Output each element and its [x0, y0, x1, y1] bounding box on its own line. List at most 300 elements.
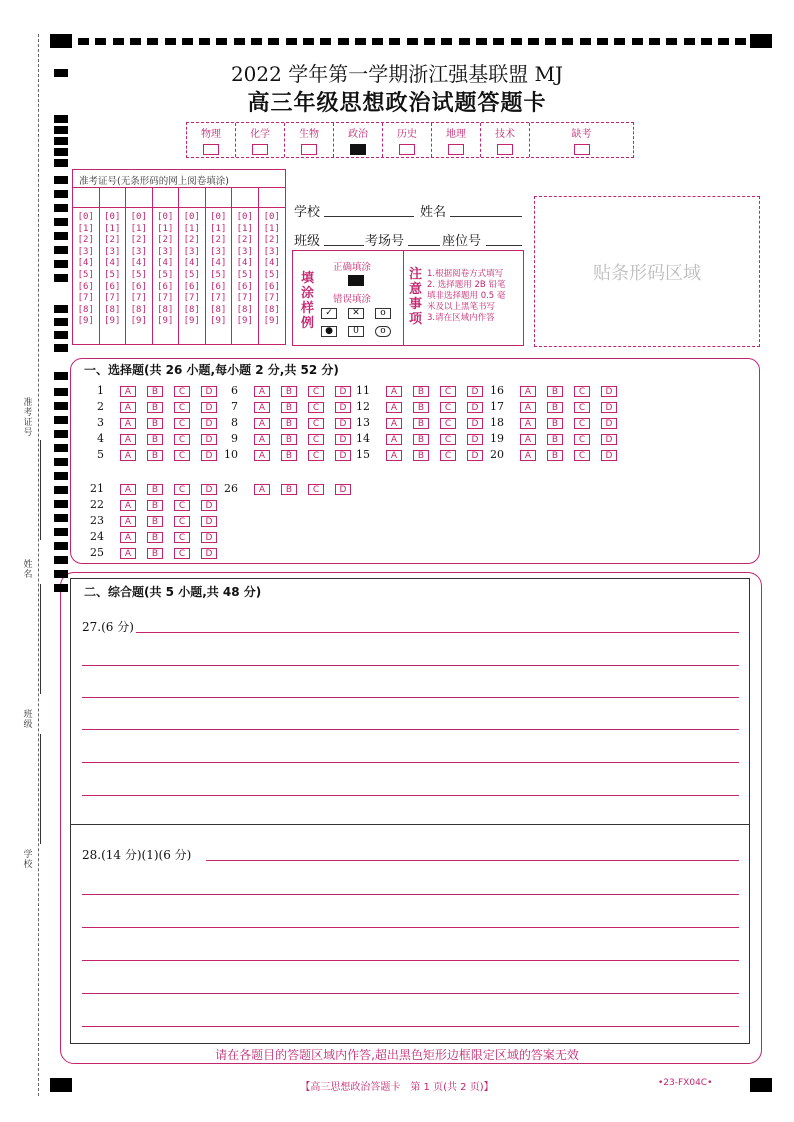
option-bubble-a[interactable]: A [254, 386, 270, 397]
answer-line[interactable] [82, 960, 739, 961]
question-number: 16 [490, 384, 504, 397]
timing-dash [130, 38, 141, 45]
subject-label: 政治 [348, 129, 368, 140]
option-bubble-b[interactable]: B [281, 434, 297, 445]
exam-id-digit-bubble[interactable]: [8] [130, 304, 147, 315]
exam-id-grid [72, 169, 286, 345]
option-bubble-a[interactable]: A [386, 402, 402, 413]
exam-id-digits [73, 208, 99, 328]
option-bubble-b[interactable]: B [147, 450, 163, 461]
option-bubble-c[interactable]: C [174, 516, 190, 527]
option-bubble-b[interactable]: B [147, 418, 163, 429]
timing-mark [54, 137, 68, 145]
question-number: 22 [90, 498, 104, 511]
room-field[interactable] [408, 245, 440, 246]
exam-id-digit-bubble[interactable]: [6] [104, 281, 121, 292]
exam-id-digit-bubble[interactable]: [9] [183, 316, 200, 327]
subject-option[interactable] [432, 123, 481, 157]
question-number: 23 [90, 514, 104, 527]
exam-id-write-cell[interactable] [100, 188, 126, 208]
exam-id-write-cell[interactable] [206, 188, 232, 208]
notice-char: 注 [409, 267, 423, 282]
timing-dash [528, 38, 539, 45]
exam-id-column [179, 188, 206, 344]
option-bubble-c[interactable]: C [174, 500, 190, 511]
timing-mark [54, 486, 68, 494]
exam-id-digits [100, 208, 126, 328]
comprehensive-section-title: 二、综合题(共 5 小题,共 48 分) [84, 585, 262, 599]
option-bubble-a[interactable]: A [386, 450, 402, 461]
option-bubble-d[interactable]: D [601, 450, 617, 461]
exam-id-digit-bubble[interactable]: [3] [77, 246, 94, 257]
exam-id-digit-bubble[interactable]: [3] [236, 246, 253, 257]
option-bubble-c[interactable]: C [174, 532, 190, 543]
subject-fill-box[interactable] [350, 144, 366, 155]
exam-id-digit-bubble[interactable]: [1] [130, 223, 147, 234]
exam-id-digit-bubble[interactable]: [5] [77, 269, 94, 280]
option-bubble-d[interactable]: D [201, 386, 217, 397]
option-bubble-d[interactable]: D [201, 418, 217, 429]
option-bubble-a[interactable]: A [120, 532, 136, 543]
option-bubble-b[interactable]: B [147, 402, 163, 413]
option-bubble-b[interactable]: B [147, 548, 163, 559]
question-number: 19 [490, 432, 504, 445]
option-bubble-c[interactable]: C [440, 402, 456, 413]
exam-id-digit-bubble[interactable]: [1] [77, 223, 94, 234]
question-number: 26 [224, 482, 238, 495]
option-bubble-c[interactable]: C [308, 418, 324, 429]
margin-label-name: 姓名 [23, 560, 33, 580]
subject-option[interactable] [285, 123, 334, 157]
timing-dash [165, 38, 176, 45]
exam-id-write-cell[interactable] [126, 188, 152, 208]
exam-id-digit-bubble[interactable]: [1] [104, 223, 121, 234]
exam-id-digit-bubble[interactable]: [8] [263, 304, 280, 315]
question-number: 2 [97, 400, 104, 413]
option-bubble-a[interactable]: A [254, 434, 270, 445]
option-bubble-c[interactable]: C [174, 450, 190, 461]
exam-id-digit-bubble[interactable]: [1] [236, 223, 253, 234]
exam-id-digit-bubble[interactable]: [5] [157, 269, 174, 280]
subject-label: 技术 [495, 129, 515, 140]
option-bubble-a[interactable]: A [120, 434, 136, 445]
subject-fill-box[interactable] [497, 144, 513, 155]
exam-id-digit-bubble[interactable]: [0] [157, 212, 174, 222]
option-bubble-a[interactable]: A [520, 402, 536, 413]
option-bubble-d[interactable]: D [201, 532, 217, 543]
option-bubble-a[interactable]: A [520, 450, 536, 461]
answer-line[interactable] [82, 795, 739, 796]
exam-id-digit-bubble[interactable]: [2] [183, 235, 200, 246]
option-bubble-b[interactable]: B [147, 532, 163, 543]
option-bubble-d[interactable]: D [201, 450, 217, 461]
option-bubble-b[interactable]: B [547, 418, 563, 429]
option-bubble-c[interactable]: C [308, 484, 324, 495]
answer-line[interactable] [82, 729, 739, 730]
exam-id-digit-bubble[interactable]: [0] [263, 212, 280, 222]
option-bubble-c[interactable]: C [308, 434, 324, 445]
exam-id-digit-bubble[interactable]: [1] [183, 223, 200, 234]
exam-id-digit-bubble[interactable]: [8] [157, 304, 174, 315]
exam-id-digit-bubble[interactable]: [8] [183, 304, 200, 315]
wrong-fill-circle: o [375, 308, 391, 319]
option-bubble-c[interactable]: C [574, 386, 590, 397]
exam-id-digit-bubble[interactable]: [2] [236, 235, 253, 246]
option-bubble-b[interactable]: B [547, 402, 563, 413]
option-bubble-a[interactable]: A [254, 484, 270, 495]
exam-id-digit-bubble[interactable]: [8] [236, 304, 253, 315]
fill-sample-title [301, 271, 315, 331]
subject-fill-box[interactable] [399, 144, 415, 155]
subject-option[interactable] [530, 123, 633, 157]
option-bubble-a[interactable]: A [120, 402, 136, 413]
question-number: 13 [356, 416, 370, 429]
fill-sample-divider [403, 251, 404, 345]
question-number: 5 [97, 448, 104, 461]
exam-id-column [232, 188, 259, 344]
timing-mark [54, 260, 68, 268]
margin-fold-line [38, 34, 39, 1096]
question-number: 14 [356, 432, 370, 445]
exam-id-write-cell[interactable] [179, 188, 205, 208]
option-bubble-c[interactable]: C [308, 450, 324, 461]
option-bubble-d[interactable]: D [201, 484, 217, 495]
exam-id-digit-bubble[interactable]: [4] [77, 258, 94, 269]
option-bubble-b[interactable]: B [413, 450, 429, 461]
exam-id-digit-bubble[interactable]: [0] [183, 212, 200, 222]
option-bubble-d[interactable]: D [601, 402, 617, 413]
option-bubble-b[interactable]: B [281, 484, 297, 495]
exam-id-digit-bubble[interactable]: [2] [210, 235, 227, 246]
exam-id-digit-bubble[interactable]: [3] [130, 246, 147, 257]
answer-line[interactable] [82, 1026, 739, 1027]
option-bubble-c[interactable]: C [574, 450, 590, 461]
timing-mark [54, 514, 68, 522]
question-number: 17 [490, 400, 504, 413]
wrong-fill-dot: ● [321, 326, 337, 337]
exam-id-digit-bubble[interactable]: [2] [104, 235, 121, 246]
answer-line[interactable] [82, 762, 739, 763]
option-bubble-d[interactable]: D [601, 418, 617, 429]
timing-dash [199, 38, 210, 45]
exam-id-digit-bubble[interactable]: [9] [104, 316, 121, 327]
option-bubble-a[interactable]: A [120, 500, 136, 511]
timing-dash [251, 38, 262, 45]
option-bubble-a[interactable]: A [254, 418, 270, 429]
answer-line[interactable] [82, 927, 739, 928]
option-bubble-d[interactable]: D [467, 386, 483, 397]
exam-id-digit-bubble[interactable]: [7] [183, 293, 200, 304]
subject-fill-box[interactable] [252, 144, 268, 155]
exam-id-digit-bubble[interactable]: [5] [104, 269, 121, 280]
exam-id-digit-bubble[interactable]: [5] [263, 269, 280, 280]
option-bubble-c[interactable]: C [440, 418, 456, 429]
option-bubble-b[interactable]: B [147, 386, 163, 397]
exam-id-digit-bubble[interactable]: [6] [210, 281, 227, 292]
exam-id-digit-bubble[interactable]: [6] [157, 281, 174, 292]
option-bubble-a[interactable]: A [520, 434, 536, 445]
option-bubble-b[interactable]: B [413, 418, 429, 429]
exam-id-digit-bubble[interactable]: [0] [77, 212, 94, 222]
answer-line[interactable] [206, 860, 739, 861]
exam-id-digit-bubble[interactable]: [7] [104, 293, 121, 304]
timing-mark [54, 126, 68, 134]
answer-line[interactable] [82, 665, 739, 666]
option-bubble-b[interactable]: B [547, 386, 563, 397]
timing-mark [54, 69, 68, 77]
exam-id-digit-bubble[interactable]: [9] [130, 316, 147, 327]
exam-id-digit-bubble[interactable]: [3] [263, 246, 280, 257]
exam-id-digit-bubble[interactable]: [3] [183, 246, 200, 257]
name-field[interactable] [450, 216, 522, 217]
option-bubble-c[interactable]: C [308, 402, 324, 413]
subject-fill-box[interactable] [203, 144, 219, 155]
exam-id-write-cell[interactable] [232, 188, 258, 208]
option-bubble-d[interactable]: D [601, 434, 617, 445]
exam-id-digit-bubble[interactable]: [1] [210, 223, 227, 234]
option-bubble-c[interactable]: C [574, 402, 590, 413]
exam-id-digit-bubble[interactable]: [7] [77, 293, 94, 304]
option-bubble-c[interactable]: C [574, 434, 590, 445]
timing-mark [54, 148, 68, 156]
option-bubble-b[interactable]: B [547, 434, 563, 445]
exam-id-digits [179, 208, 205, 328]
option-bubble-b[interactable]: B [413, 386, 429, 397]
notice-text [427, 269, 505, 324]
option-bubble-b[interactable]: B [147, 484, 163, 495]
option-bubble-a[interactable]: A [120, 548, 136, 559]
subject-option[interactable] [187, 123, 236, 157]
option-bubble-a[interactable]: A [120, 516, 136, 527]
exam-id-digit-bubble[interactable]: [9] [157, 316, 174, 327]
timing-mark [54, 388, 68, 396]
option-bubble-d[interactable]: D [467, 434, 483, 445]
answer-line[interactable] [136, 632, 739, 633]
bottom-warning: 请在各题目的答题区域内作答,超出黑色矩形边框限定区域的答案无效 [215, 1048, 579, 1062]
exam-id-digit-bubble[interactable]: [2] [130, 235, 147, 246]
question-number: 1 [97, 384, 104, 397]
option-bubble-b[interactable]: B [147, 500, 163, 511]
exam-id-digit-bubble[interactable]: [5] [130, 269, 147, 280]
timing-mark [54, 331, 68, 339]
question-number: 11 [356, 384, 370, 397]
question-number: 4 [97, 432, 104, 445]
option-bubble-c[interactable]: C [440, 386, 456, 397]
option-bubble-b[interactable]: B [281, 418, 297, 429]
answer-line[interactable] [82, 697, 739, 698]
subject-option[interactable] [236, 123, 285, 157]
timing-mark [750, 34, 772, 48]
exam-id-digit-bubble[interactable]: [0] [236, 212, 253, 222]
option-bubble-d[interactable]: D [467, 450, 483, 461]
option-bubble-d[interactable]: D [467, 402, 483, 413]
option-bubble-b[interactable]: B [281, 386, 297, 397]
wrong-fill-oval: o [375, 326, 391, 337]
exam-id-digit-bubble[interactable]: [9] [77, 316, 94, 327]
exam-id-digit-bubble[interactable]: [4] [210, 258, 227, 269]
option-bubble-b[interactable]: B [147, 434, 163, 445]
question-number: 12 [356, 400, 370, 413]
option-bubble-c[interactable]: C [440, 434, 456, 445]
option-bubble-a[interactable]: A [254, 450, 270, 461]
timing-dash [338, 38, 349, 45]
exam-id-digit-bubble[interactable]: [6] [263, 281, 280, 292]
timing-dash [389, 38, 400, 45]
timing-dash [216, 38, 227, 45]
subject-option[interactable] [383, 123, 432, 157]
subject-option[interactable] [481, 123, 530, 157]
exam-id-digit-bubble[interactable]: [4] [104, 258, 121, 269]
option-bubble-c[interactable]: C [440, 450, 456, 461]
option-bubble-a[interactable]: A [520, 418, 536, 429]
exam-title: 2022 学年第一学期浙江强基联盟 MJ [230, 62, 564, 86]
exam-id-write-cell[interactable] [153, 188, 179, 208]
exam-id-digit-bubble[interactable]: [8] [104, 304, 121, 315]
exam-id-digit-bubble[interactable]: [6] [130, 281, 147, 292]
exam-id-digit-bubble[interactable]: [3] [104, 246, 121, 257]
option-bubble-a[interactable]: A [386, 418, 402, 429]
option-bubble-d[interactable]: D [201, 402, 217, 413]
exam-id-column [206, 188, 233, 344]
timing-mark [54, 402, 68, 410]
exam-id-digit-bubble[interactable]: [5] [236, 269, 253, 280]
timing-mark [54, 500, 68, 508]
option-bubble-d[interactable]: D [335, 418, 351, 429]
option-bubble-d[interactable]: D [201, 516, 217, 527]
timing-mark [54, 430, 68, 438]
option-bubble-b[interactable]: B [413, 434, 429, 445]
fill-sample-char: 例 [301, 316, 315, 331]
question-number: 25 [90, 546, 104, 559]
exam-id-digit-bubble[interactable]: [8] [77, 304, 94, 315]
option-bubble-d[interactable]: D [201, 500, 217, 511]
subject-fill-box[interactable] [301, 144, 317, 155]
exam-id-digit-bubble[interactable]: [7] [263, 293, 280, 304]
option-bubble-b[interactable]: B [281, 402, 297, 413]
exam-id-digit-bubble[interactable]: [3] [157, 246, 174, 257]
seat-field[interactable] [486, 245, 522, 246]
exam-id-digit-bubble[interactable]: [2] [263, 235, 280, 246]
exam-id-digit-bubble[interactable]: [4] [157, 258, 174, 269]
option-bubble-c[interactable]: C [574, 418, 590, 429]
timing-mark [54, 472, 68, 480]
school-field[interactable] [324, 216, 414, 217]
exam-id-digit-bubble[interactable]: [1] [157, 223, 174, 234]
option-bubble-d[interactable]: D [467, 418, 483, 429]
exam-id-digit-bubble[interactable]: [5] [183, 269, 200, 280]
option-bubble-a[interactable]: A [386, 386, 402, 397]
exam-id-digit-bubble[interactable]: [4] [183, 258, 200, 269]
option-bubble-d[interactable]: D [601, 386, 617, 397]
exam-id-digit-bubble[interactable]: [6] [236, 281, 253, 292]
option-bubble-c[interactable]: C [174, 386, 190, 397]
answer-line[interactable] [82, 894, 739, 895]
timing-mark [54, 458, 68, 466]
option-bubble-a[interactable]: A [520, 386, 536, 397]
exam-id-digit-bubble[interactable]: [9] [263, 316, 280, 327]
exam-id-digit-bubble[interactable]: [2] [77, 235, 94, 246]
option-bubble-a[interactable]: A [120, 418, 136, 429]
margin-underline-exam-id [40, 440, 41, 540]
option-bubble-b[interactable]: B [547, 450, 563, 461]
exam-id-write-cell[interactable] [73, 188, 99, 208]
option-bubble-d[interactable]: D [335, 386, 351, 397]
option-bubble-d[interactable]: D [335, 484, 351, 495]
exam-id-digit-bubble[interactable]: [5] [210, 269, 227, 280]
exam-id-digit-bubble[interactable]: [4] [263, 258, 280, 269]
exam-id-digit-bubble[interactable]: [7] [130, 293, 147, 304]
exam-id-digit-bubble[interactable]: [7] [157, 293, 174, 304]
option-bubble-c[interactable]: C [174, 548, 190, 559]
question-number: 24 [90, 530, 104, 543]
exam-id-column [73, 188, 100, 344]
notice-line: 米及以上黑笔书写 [427, 302, 496, 312]
option-bubble-d[interactable]: D [201, 548, 217, 559]
option-bubble-c[interactable]: C [308, 386, 324, 397]
exam-id-digit-bubble[interactable]: [0] [130, 212, 147, 222]
option-bubble-a[interactable]: A [254, 402, 270, 413]
footer-code: •23-FX04C• [658, 1078, 713, 1088]
option-bubble-b[interactable]: B [281, 450, 297, 461]
answer-line[interactable] [82, 993, 739, 994]
corner-mark-bottom-left [50, 1078, 72, 1092]
timing-dash [320, 38, 331, 45]
question-number: 18 [490, 416, 504, 429]
option-bubble-a[interactable]: A [120, 386, 136, 397]
subject-fill-box[interactable] [574, 144, 590, 155]
exam-id-digit-bubble[interactable]: [6] [183, 281, 200, 292]
option-bubble-c[interactable]: C [174, 434, 190, 445]
notice-char: 意 [409, 282, 423, 297]
option-bubble-d[interactable]: D [201, 434, 217, 445]
option-bubble-c[interactable]: C [174, 418, 190, 429]
timing-mark [54, 318, 68, 326]
exam-id-digit-bubble[interactable]: [8] [210, 304, 227, 315]
option-bubble-a[interactable]: A [386, 434, 402, 445]
exam-id-digit-bubble[interactable]: [1] [263, 223, 280, 234]
question-number: 6 [231, 384, 238, 397]
option-bubble-b[interactable]: B [147, 516, 163, 527]
option-bubble-a[interactable]: A [120, 484, 136, 495]
exam-id-digit-bubble[interactable]: [7] [236, 293, 253, 304]
exam-id-digit-bubble[interactable]: [7] [210, 293, 227, 304]
option-bubble-d[interactable]: D [335, 402, 351, 413]
exam-id-digit-bubble[interactable]: [9] [210, 316, 227, 327]
exam-id-digit-bubble[interactable]: [9] [236, 316, 253, 327]
subject-option[interactable] [334, 123, 383, 157]
option-bubble-c[interactable]: C [174, 402, 190, 413]
exam-id-write-cell[interactable] [259, 188, 286, 208]
exam-id-digit-bubble[interactable]: [4] [236, 258, 253, 269]
subject-label: 生物 [299, 129, 319, 140]
option-bubble-a[interactable]: A [120, 450, 136, 461]
subject-fill-box[interactable] [448, 144, 464, 155]
exam-id-digit-bubble[interactable]: [0] [104, 212, 121, 222]
exam-id-digit-bubble[interactable]: [2] [157, 235, 174, 246]
class-field[interactable] [324, 245, 364, 246]
exam-id-digit-bubble[interactable]: [3] [210, 246, 227, 257]
option-bubble-d[interactable]: D [335, 434, 351, 445]
exam-id-digit-bubble[interactable]: [4] [130, 258, 147, 269]
option-bubble-c[interactable]: C [174, 484, 190, 495]
option-bubble-d[interactable]: D [335, 450, 351, 461]
option-bubble-b[interactable]: B [413, 402, 429, 413]
school-label: 学校 [294, 205, 321, 220]
timing-mark [54, 344, 68, 352]
exam-id-digit-bubble[interactable]: [0] [210, 212, 227, 222]
exam-id-digit-bubble[interactable]: [6] [77, 281, 94, 292]
fill-sample-char: 涂 [301, 286, 315, 301]
